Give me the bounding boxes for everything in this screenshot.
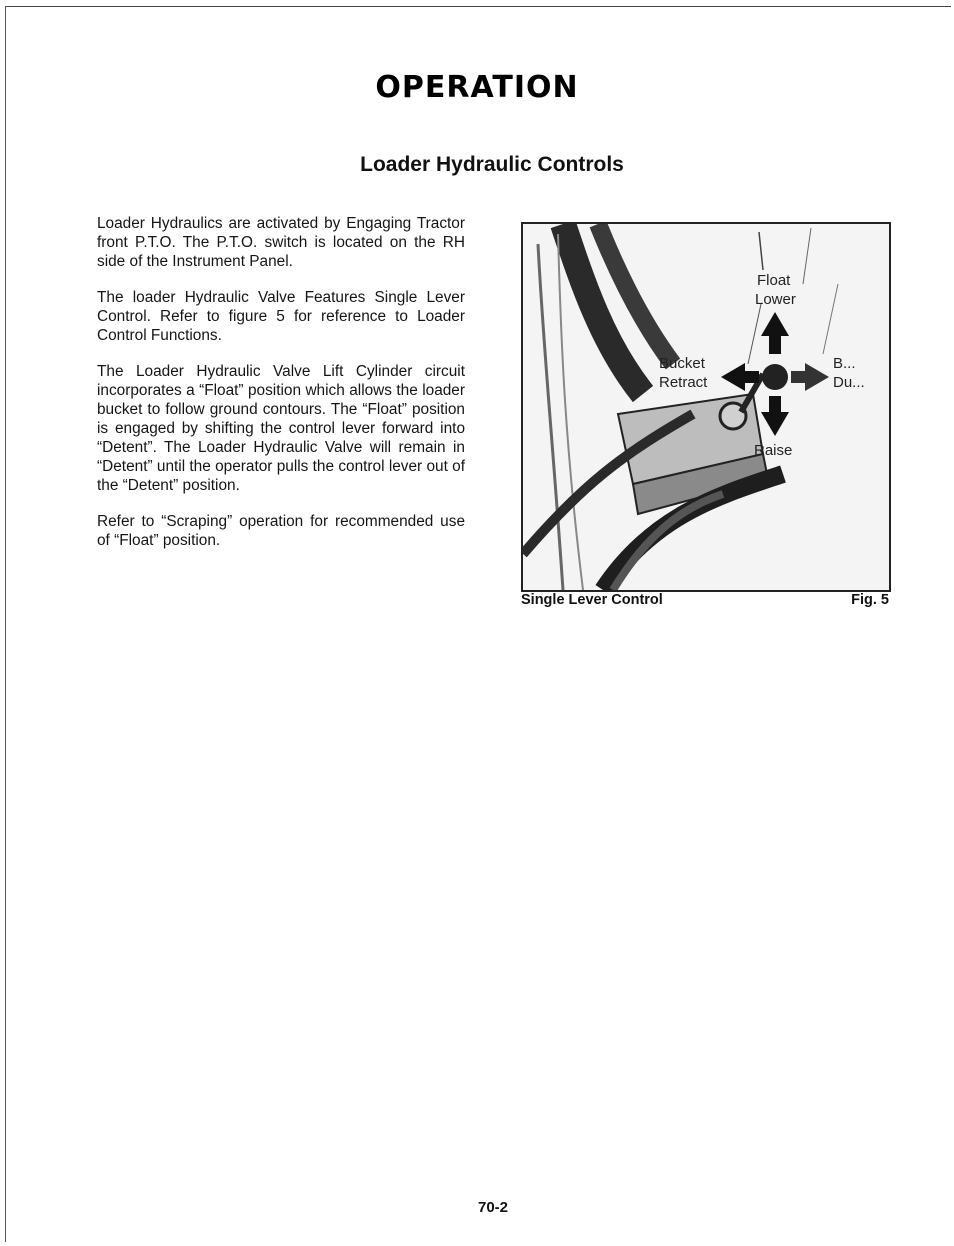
figure-caption	[521, 592, 889, 608]
section-subheading: Loader Hydraulic Controls	[360, 153, 624, 176]
paragraph-float: The Loader Hydraulic Valve Lift Cylinder circuit incorporates a “Float” position which allows the loader bucket to follow ground contours. The “Float” position is engaged by shifting the control lever forward into “Detent”. The Loader Hydraulic Valve will remain in “Detent” until the operator pulls the control lever out of the “Detent” position.	[97, 363, 465, 494]
section-heading: OPERATION	[375, 70, 579, 105]
figure-caption-title: Single Lever Control	[521, 592, 663, 608]
page-number: 70-2	[477, 1199, 509, 1216]
paragraph-single-lever: The loader Hydraulic Valve Features Single Lever Control. Refer to figure 5 for reference to Loader Control Functions.	[97, 289, 465, 344]
page-edge-top	[5, 6, 951, 7]
label-dump: Du...	[833, 374, 865, 391]
figure-number: Fig. 5	[851, 592, 889, 608]
label-raise: Raise	[754, 442, 793, 459]
label-float: Float	[757, 272, 791, 289]
paragraph-scraping: Refer to “Scraping” operation for recommended use of “Float” position.	[97, 513, 465, 549]
figure-illustration	[523, 224, 889, 590]
body-text	[97, 214, 465, 567]
page-edge-left	[5, 6, 6, 1242]
label-bucket: Bucket	[659, 355, 705, 372]
label-lower: Lower	[755, 291, 796, 308]
paragraph-pto: Loader Hydraulics are activated by Engaging Tractor front P.T.O. The P.T.O. switch is located on the RH side of the Instrument Panel.	[97, 215, 465, 270]
label-retract: Retract	[659, 374, 708, 391]
lever-knob-icon	[762, 364, 788, 390]
label-bucket-right: B...	[833, 355, 856, 372]
figure-single-lever-control	[521, 222, 891, 592]
